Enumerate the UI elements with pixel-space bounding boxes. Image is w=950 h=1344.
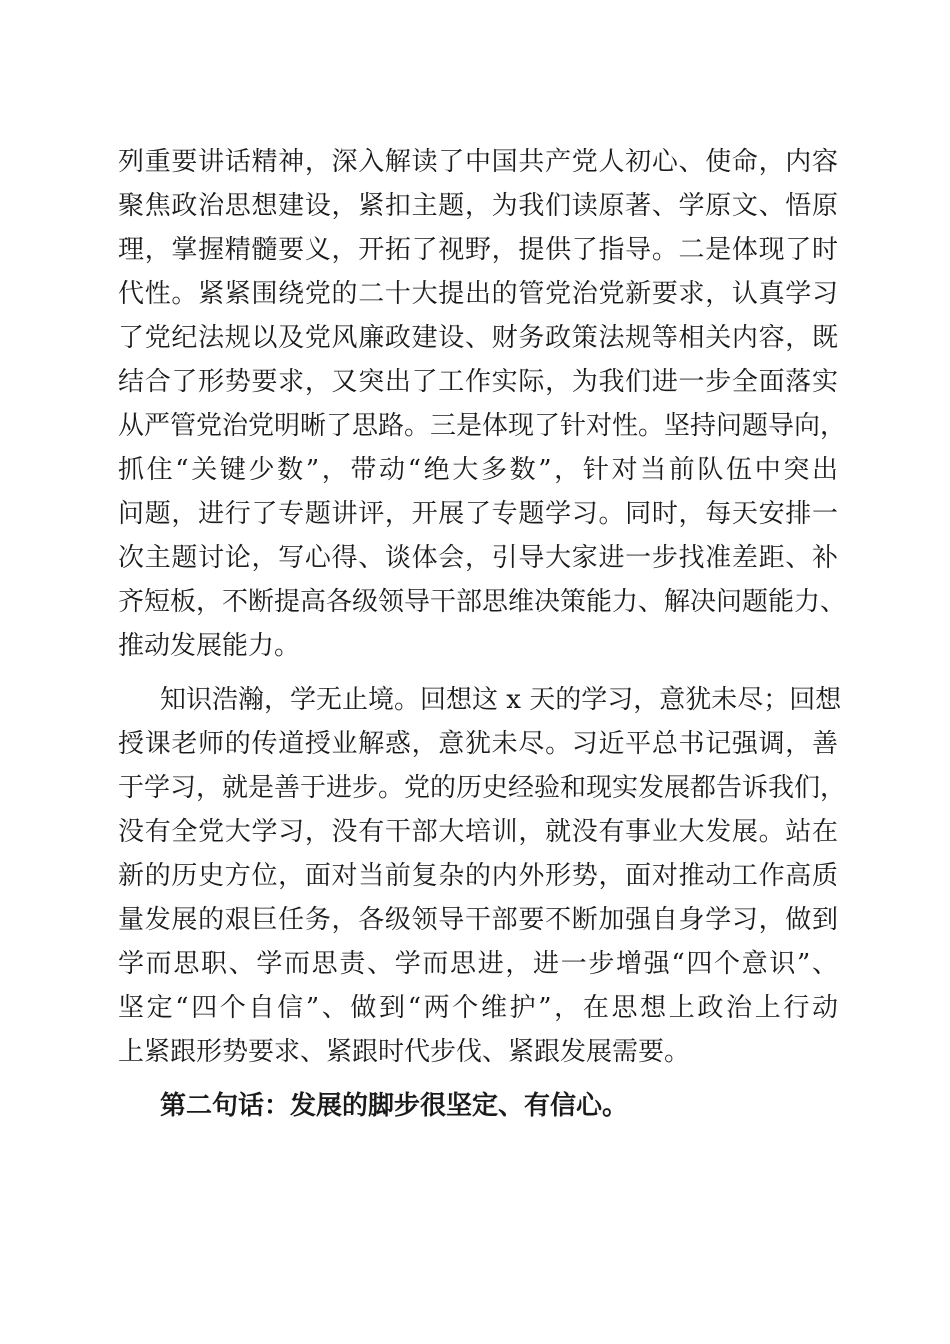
text-line: 坚定“四个自信”、做到“两个维护”，在思想上政治上行动 bbox=[118, 993, 838, 1023]
text-line: 抓住“关键少数”，带动“绝大多数”，针对当前队伍中突出 bbox=[118, 455, 838, 485]
text-line: 没有全党大学习，没有干部大培训，就没有事业大发展。站在 bbox=[118, 817, 838, 847]
text-line: 推动发展能力。 bbox=[118, 631, 301, 661]
text-line: 授课老师的传道授业解惑，意犹未尽。习近平总书记强调，善 bbox=[118, 729, 838, 759]
text-line: 齐短板，不断提高各级领导干部思维决策能力、解决问题能力、 bbox=[118, 587, 847, 617]
text-line: 知识浩瀚，学无止境。回想这 x 天的学习，意犹未尽；回想 bbox=[160, 685, 842, 715]
text-line: 次主题讨论，写心得、谈体会，引导大家进一步找准差距、补 bbox=[118, 543, 838, 573]
text-line: 学而思职、学而思责、学而思进，进一步增强“四个意识”、 bbox=[118, 949, 838, 979]
text-line: 上紧跟形势要求、紧跟时代步伐、紧跟发展需要。 bbox=[118, 1037, 691, 1067]
section-heading: 第二句话：发展的脚步很坚定、有信心。 bbox=[160, 1091, 629, 1121]
text-line: 理，掌握精髓要义，开拓了视野，提供了指导。二是体现了时 bbox=[118, 235, 838, 265]
text-line: 代性。紧紧围绕党的二十大提出的管党治党新要求，认真学习 bbox=[118, 279, 838, 309]
text-line: 问题，进行了专题讲评，开展了专题学习。同时，每天安排一 bbox=[118, 499, 838, 529]
text-line: 量发展的艰巨任务，各级领导干部要不断加强自身学习，做到 bbox=[118, 905, 838, 935]
text-line: 从严管党治党明晰了思路。三是体现了针对性。坚持问题导向， bbox=[118, 411, 847, 441]
text-line: 结合了形势要求，又突出了工作实际，为我们进一步全面落实 bbox=[118, 367, 838, 397]
text-line: 新的历史方位，面对当前复杂的内外形势，面对推动工作高质 bbox=[118, 861, 838, 891]
text-line: 于学习，就是善于进步。党的历史经验和现实发展都告诉我们， bbox=[118, 773, 847, 803]
text-line: 列重要讲话精神，深入解读了中国共产党人初心、使命，内容 bbox=[118, 147, 838, 177]
text-line: 了党纪法规以及党风廉政建设、财务政策法规等相关内容，既 bbox=[118, 323, 838, 353]
text-line: 聚焦政治思想建设，紧扣主题，为我们读原著、学原文、悟原 bbox=[118, 191, 838, 221]
